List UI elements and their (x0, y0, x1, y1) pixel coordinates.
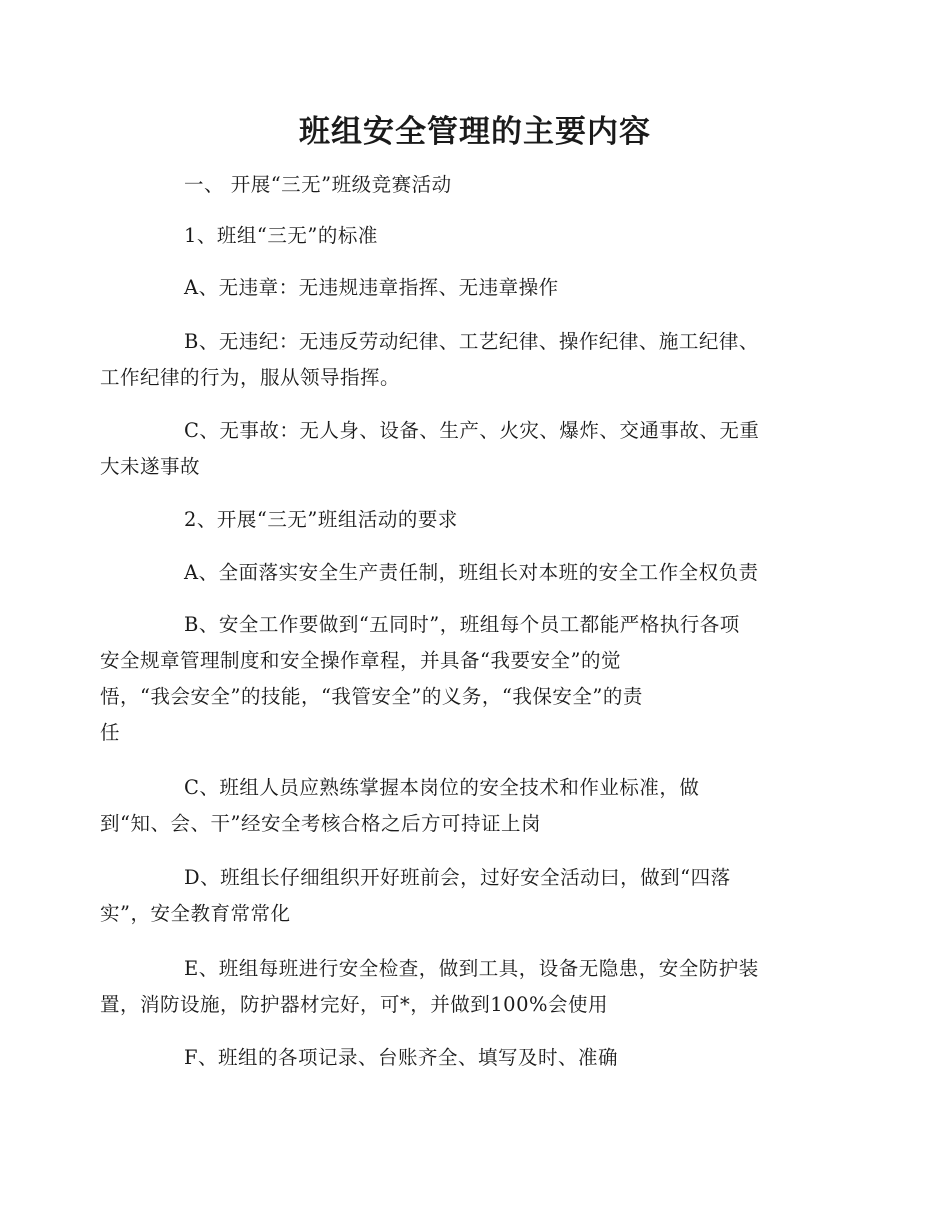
paragraph-req-d (100, 860, 810, 932)
paragraph-line: D、班组长仔细组织开好班前会，过好安全活动曰，做到“四落 (184, 866, 731, 889)
paragraph-item-a (142, 270, 810, 306)
paragraph-req-f (142, 1040, 810, 1076)
paragraph-line: B、无违纪：无违反劳动纪律、工艺纪律、操作纪律、施工纪律、 (184, 330, 759, 353)
paragraph-line: 2、开展“三无”班组活动的要求 (184, 508, 458, 531)
paragraph-line: 工作纪律的行为，服从领导指挥。 (100, 366, 401, 389)
paragraph-line: 安全规章管理制度和安全操作章程，并具备“我要安全”的觉 (100, 649, 621, 672)
paragraph-standard-heading (142, 218, 810, 254)
paragraph-line: E、班组每班进行安全检查，做到工具，设备无隐患，安全防护装 (184, 957, 759, 980)
paragraph-line: 实”，安全教育常常化 (100, 902, 291, 925)
paragraph-line: 置，消防设施，防护器材完好，可*，并做到100%会使用 (100, 993, 608, 1016)
paragraph-heading-1 (142, 167, 810, 203)
paragraph-line: 到“知、会、干”经安全考核合格之后方可持证上岗 (100, 812, 541, 835)
paragraph-req-c (100, 770, 810, 842)
paragraph-line: 1、班组“三无”的标准 (184, 224, 378, 247)
paragraph-line: F、班组的各项记录、台账齐全、填写及时、准确 (184, 1046, 619, 1069)
paragraph-requirements-heading (142, 502, 810, 538)
paragraph-line: A、全面落实安全生产责任制，班组长对本班的安全工作全权负责 (184, 561, 759, 584)
paragraph-item-b (100, 324, 810, 396)
paragraph-line: B、安全工作要做到“五同时”，班组每个员工都能严格执行各项 (184, 613, 740, 636)
paragraph-line: C、班组人员应熟练掌握本岗位的安全技术和作业标准，做 (184, 776, 700, 799)
paragraph-req-e (100, 951, 810, 1023)
document-title: 班组安全管理的主要内容 (299, 114, 651, 150)
paragraph-req-a (142, 555, 810, 591)
paragraph-item-c (100, 413, 810, 485)
paragraph-line: A、无违章：无违规违章指挥、无违章操作 (184, 276, 559, 299)
paragraph-line: C、无事故：无人身、设备、生产、火灾、爆炸、交通事故、无重 (184, 419, 760, 442)
paragraph-line: 一、 开展“三无”班级竞赛活动 (184, 173, 452, 196)
paragraph-line: 任 (100, 721, 121, 744)
paragraph-line: 大未遂事故 (100, 455, 201, 478)
paragraph-line: 悟，“我会安全”的技能，“我管安全”的义务，“我保安全”的责 (100, 685, 643, 708)
paragraph-req-b (100, 607, 810, 751)
